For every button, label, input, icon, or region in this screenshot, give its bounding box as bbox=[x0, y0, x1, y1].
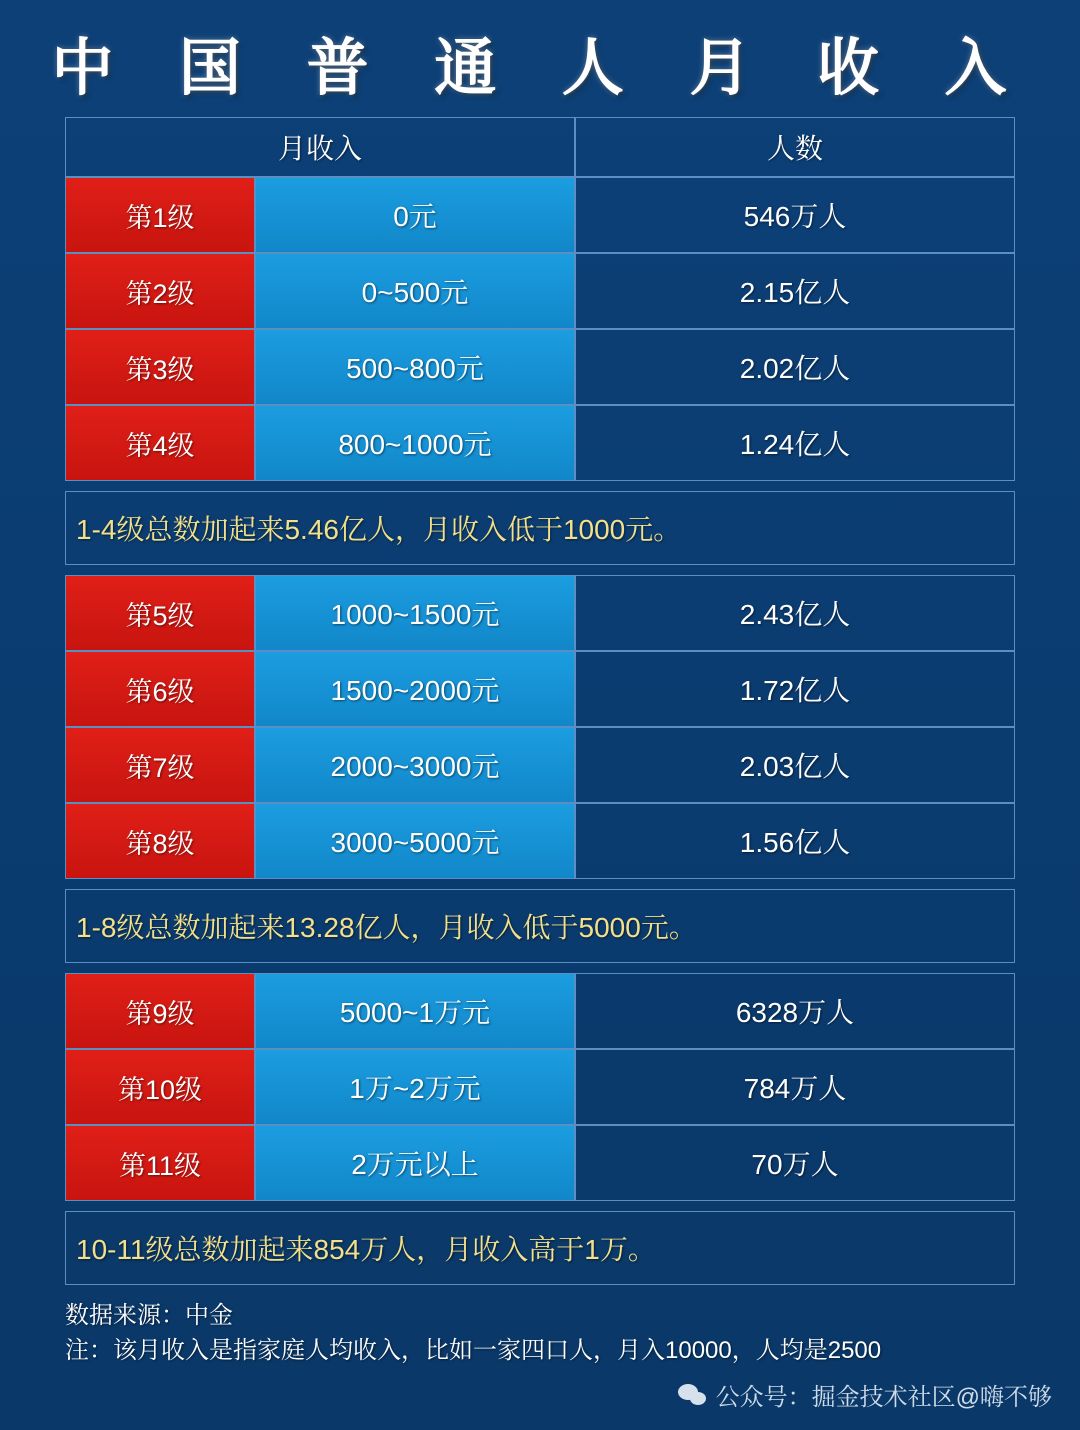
header-count: 人数 bbox=[575, 117, 1015, 177]
income-table bbox=[65, 117, 1015, 481]
page-title: 中 国 普 通 人 月 收 入 bbox=[51, 31, 1029, 104]
row-level: 第2级 bbox=[65, 253, 255, 329]
table-row bbox=[65, 727, 1015, 803]
row-level: 第11级 bbox=[65, 1125, 255, 1201]
table-row bbox=[65, 1125, 1015, 1201]
row-count: 784万人 bbox=[575, 1049, 1015, 1125]
summary-1-8: 1-8级总数加起来13.28亿人，月收入低于5000元。 bbox=[65, 889, 1015, 963]
row-level: 第10级 bbox=[65, 1049, 255, 1125]
watermark bbox=[678, 1377, 1052, 1412]
row-income: 3000~5000元 bbox=[255, 803, 575, 879]
row-count: 2.02亿人 bbox=[575, 329, 1015, 405]
row-count: 2.03亿人 bbox=[575, 727, 1015, 803]
row-income: 500~800元 bbox=[255, 329, 575, 405]
row-count: 1.56亿人 bbox=[575, 803, 1015, 879]
summary-1-4: 1-4级总数加起来5.46亿人，月收入低于1000元。 bbox=[65, 491, 1015, 565]
spacer bbox=[0, 879, 1080, 889]
row-level: 第3级 bbox=[65, 329, 255, 405]
row-level: 第8级 bbox=[65, 803, 255, 879]
row-count: 546万人 bbox=[575, 177, 1015, 253]
row-income: 0~500元 bbox=[255, 253, 575, 329]
wechat-icon bbox=[678, 1382, 708, 1408]
table-header-row bbox=[65, 117, 1015, 177]
table-row bbox=[65, 253, 1015, 329]
table-row bbox=[65, 575, 1015, 651]
row-income: 5000~1万元 bbox=[255, 973, 575, 1049]
table-row bbox=[65, 1049, 1015, 1125]
row-count: 2.43亿人 bbox=[575, 575, 1015, 651]
row-count: 2.15亿人 bbox=[575, 253, 1015, 329]
row-income: 0元 bbox=[255, 177, 575, 253]
footnote: 注：该月收入是指家庭人均收入，比如一家四口人，月入10000，人均是2500 bbox=[65, 1336, 882, 1364]
table-row bbox=[65, 329, 1015, 405]
table-row bbox=[65, 803, 1015, 879]
watermark-text: 公众号：掘金技术社区@嗨不够 bbox=[715, 1384, 1052, 1411]
row-income: 1万~2万元 bbox=[255, 1049, 575, 1125]
row-income: 1500~2000元 bbox=[255, 651, 575, 727]
row-level: 第9级 bbox=[65, 973, 255, 1049]
income-table-part2 bbox=[65, 575, 1015, 879]
row-income: 2万元以上 bbox=[255, 1125, 575, 1201]
header-income: 月收入 bbox=[65, 117, 575, 177]
table-row bbox=[65, 651, 1015, 727]
data-source: 数据来源：中金 bbox=[65, 1302, 233, 1329]
footer bbox=[65, 1299, 1015, 1369]
row-level: 第7级 bbox=[65, 727, 255, 803]
row-level: 第1级 bbox=[65, 177, 255, 253]
row-income: 2000~3000元 bbox=[255, 727, 575, 803]
summary-10-11: 10-11级总数加起来854万人，月收入高于1万。 bbox=[65, 1211, 1015, 1285]
row-income: 800~1000元 bbox=[255, 405, 575, 481]
spacer bbox=[0, 963, 1080, 973]
spacer bbox=[0, 1201, 1080, 1211]
income-table-part3 bbox=[65, 973, 1015, 1201]
row-count: 1.24亿人 bbox=[575, 405, 1015, 481]
table-row bbox=[65, 177, 1015, 253]
table-row bbox=[65, 973, 1015, 1049]
table-row bbox=[65, 405, 1015, 481]
row-income: 1000~1500元 bbox=[255, 575, 575, 651]
row-level: 第4级 bbox=[65, 405, 255, 481]
row-level: 第6级 bbox=[65, 651, 255, 727]
row-count: 70万人 bbox=[575, 1125, 1015, 1201]
row-count: 1.72亿人 bbox=[575, 651, 1015, 727]
row-level: 第5级 bbox=[65, 575, 255, 651]
row-count: 6328万人 bbox=[575, 973, 1015, 1049]
spacer bbox=[0, 481, 1080, 491]
spacer bbox=[0, 565, 1080, 575]
